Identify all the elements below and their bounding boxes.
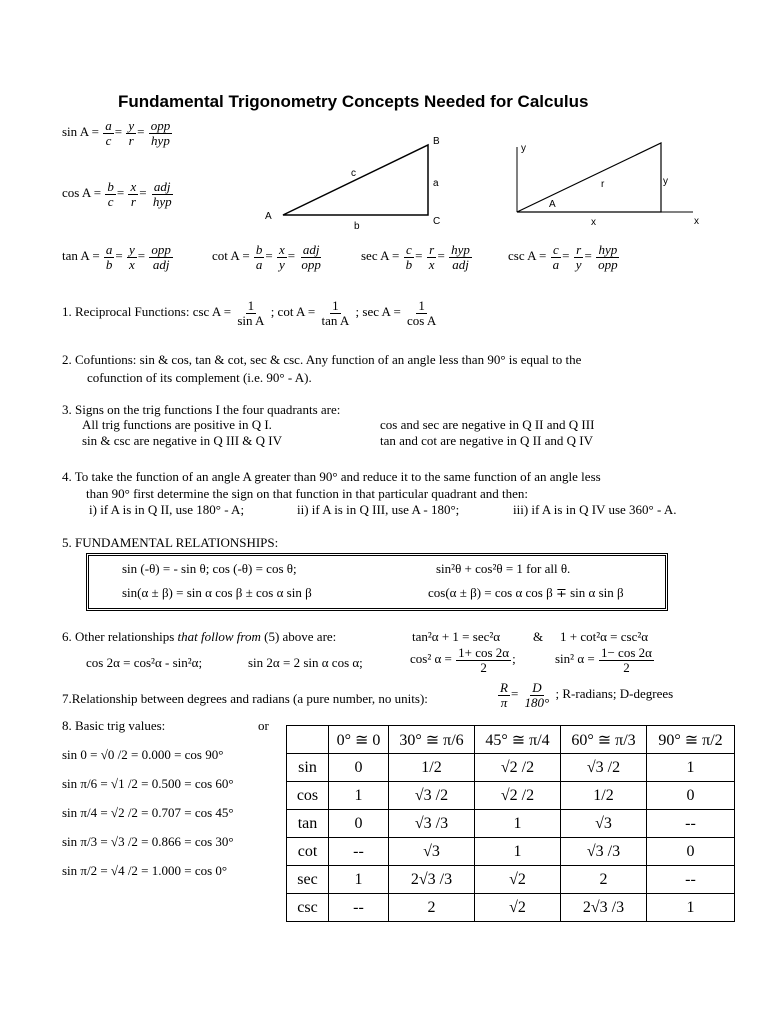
table-cell: 1/2 (561, 782, 647, 810)
identity-cos-double: cos 2α = cos²α - sin²α; (86, 655, 203, 670)
table-row-label: sin (287, 754, 329, 782)
item-reduce-q2: i) if A is in Q II, use 180° - A; (89, 502, 245, 517)
item-signs-heading: 3. Signs on the trig functions I the four quadrants are: (62, 402, 341, 417)
triangle-xy-diagram (505, 135, 705, 235)
table-cell: √3 /2 (389, 782, 475, 810)
table-cell: √3 /2 (561, 754, 647, 782)
item-cofunctions-line1: 2. Cofuntions: sin & cos, tan & cot, sec & csc. Any function of an angle less than 90° is equal to the (62, 352, 582, 367)
identity-sin-sum: sin(α ± β) = sin α cos β ± cos α sin β (122, 585, 312, 600)
table-row (287, 782, 735, 810)
vertex-a-label: A (265, 211, 272, 222)
item-basic-values-label: 8. Basic trig values: (62, 718, 166, 733)
item-reduce-q4: iii) if A is in Q IV use 360° - A. (513, 502, 677, 517)
sin-definition: sin A = $\frac{a}{c}$ = $\frac{y}{r}$ = $\frac{\text{opp}}{\text{hyp}}$ (62, 118, 171, 148)
item-degrees-radians: 7.Relationship between degrees and radians (a pure number, no units): (62, 691, 428, 706)
identity-cot-csc: 1 + cot²α = csc²α (560, 629, 649, 644)
table-header-cell: 60° ≅ π/3 (561, 726, 647, 754)
table-row-label: tan (287, 810, 329, 838)
table-cell: 0 (329, 754, 389, 782)
table-cell: 2 (561, 866, 647, 894)
cot-definition: cot A = $\frac{b}{a}$ = $\frac{x}{y}$ = $\frac{\text{adj}}{\text{opp}}$ (212, 242, 321, 272)
table-cell: 1 (329, 866, 389, 894)
table-cell: √3 (389, 838, 475, 866)
table-row (287, 866, 735, 894)
item-signs-tan-cot: tan and cot are negative in Q II and Q IV (380, 433, 593, 448)
table-row (287, 894, 735, 922)
table-cell: √2 (475, 866, 561, 894)
identity-sin-double: sin 2α = 2 sin α cos α; (248, 655, 363, 670)
identity-cos-squared: cos² α = $\frac{1+ \cos 2\alpha}{2}$ ; (410, 645, 516, 675)
or-label: or (258, 718, 269, 733)
table-cell: 1/2 (389, 754, 475, 782)
item-other-relationships: 6. Other relationships that follow from (5) above are: (62, 629, 337, 644)
table-cell: √3 /3 (389, 810, 475, 838)
table-cell: -- (647, 866, 735, 894)
sec-definition: sec A = $\frac{c}{b}$ = $\frac{r}{x}$ = $\frac{\text{hyp}}{\text{adj}}$ (361, 242, 470, 272)
table-cell: 2√3 /3 (561, 894, 647, 922)
table-cell: -- (329, 838, 389, 866)
identity-cos-sum: cos(α ± β) = cos α cos β ∓ sin α sin β (428, 585, 624, 600)
table-row (287, 754, 735, 782)
basic-value-line: sin π/4 = √2 /2 = 0.707 = cos 45° (62, 805, 234, 820)
csc-definition: csc A = $\frac{c}{a}$ = $\frac{r}{y}$ = $\frac{\text{hyp}}{\text{opp}}$ (508, 242, 618, 272)
table-cell: √3 /3 (561, 838, 647, 866)
item-cofunctions-line2: cofunction of its complement (i.e. 90° - A). (87, 370, 312, 385)
table-row (287, 810, 735, 838)
table-header-cell: 30° ≅ π/6 (389, 726, 475, 754)
table-header-row (287, 726, 735, 754)
identity-tan-sec: tan²α + 1 = sec²α (412, 629, 501, 644)
table-cell: √2 /2 (475, 754, 561, 782)
item-reduce-q3: ii) if A is in Q III, use A - 180°; (297, 502, 460, 517)
item-fundamental-heading: 5. FUNDAMENTAL RELATIONSHIPS: (62, 535, 279, 550)
item-reduce-line2: than 90° first determine the sign on that function in that particular quadrant and then: (86, 486, 529, 501)
side-c-label: c (351, 168, 356, 179)
table-header-cell: 45° ≅ π/4 (475, 726, 561, 754)
table-header-cell: 90° ≅ π/2 (647, 726, 735, 754)
table-cell: 1 (647, 754, 735, 782)
page-title: Fundamental Trigonometry Concepts Needed for Calculus (118, 92, 589, 111)
side-a-label: a (433, 178, 439, 189)
table-row-label: cot (287, 838, 329, 866)
side-b-label: b (354, 221, 360, 232)
table-cell: 0 (647, 838, 735, 866)
side-y-label: y (663, 176, 668, 187)
identity-pythagorean: sin²θ + cos²θ = 1 for all θ. (436, 561, 571, 576)
cos-definition: cos A = $\frac{b}{c}$ = $\frac{x}{r}$ = $\frac{\text{adj}}{\text{hyp}}$ (62, 179, 172, 209)
table-cell: 1 (475, 810, 561, 838)
trig-values-table (286, 725, 735, 922)
table-cell: √3 (561, 810, 647, 838)
vertex-b-label: B (433, 136, 440, 147)
table-cell: 0 (647, 782, 735, 810)
x-axis-label: x (694, 216, 699, 227)
table-row-label: sec (287, 866, 329, 894)
table-header-cell (287, 726, 329, 754)
basic-value-line: sin π/6 = √1 /2 = 0.500 = cos 60° (62, 776, 234, 791)
table-cell: 1 (475, 838, 561, 866)
item-reduce-line1: 4. To take the function of an angle A greater than 90° and reduce it to the same function of an angle less (62, 469, 601, 484)
table-row-label: csc (287, 894, 329, 922)
table-cell: √2 /2 (475, 782, 561, 810)
table-cell: 0 (329, 810, 389, 838)
table-header-cell: 0° ≅ 0 (329, 726, 389, 754)
radian-degree-formula: $\frac{R}{\pi}$ = $\frac{D}{180^\circ}$ ; R-radians; D-degrees (500, 680, 674, 710)
basic-value-line: sin π/3 = √3 /2 = 0.866 = cos 30° (62, 834, 234, 849)
identity-sin-squared: sin² α = $\frac{1- \cos 2\alpha}{2}$ (555, 645, 652, 675)
table-cell: 2√3 /3 (389, 866, 475, 894)
table-cell: 1 (329, 782, 389, 810)
table-cell: 2 (389, 894, 475, 922)
tan-definition: tan A = $\frac{a}{b}$ = $\frac{y}{x}$ = $\frac{\text{opp}}{\text{adj}}$ (62, 242, 171, 272)
table-cell: -- (647, 810, 735, 838)
basic-value-line: sin π/2 = √4 /2 = 1.000 = cos 0° (62, 863, 228, 878)
vertex-c-label: C (433, 216, 441, 227)
item-signs-q1: All trig functions are positive in Q I. (82, 417, 272, 432)
angle-a-label: A (549, 199, 556, 210)
table-cell: -- (329, 894, 389, 922)
identity-even-odd: sin (-θ) = - sin θ; cos (-θ) = cos θ; (122, 561, 297, 576)
radius-r-label: r (601, 179, 605, 190)
table-cell: 1 (647, 894, 735, 922)
table-row-label: cos (287, 782, 329, 810)
item-signs-sin-csc: sin & csc are negative in Q III & Q IV (82, 433, 282, 448)
basic-value-line: sin 0 = √0 /2 = 0.000 = cos 90° (62, 747, 224, 762)
item-reciprocal-functions: 1. Reciprocal Functions: csc A = $\frac{1}{\text{sin A}}$ ; cot A = $\frac{1}{\text{tan A}}$ ; sec A = $\frac{1}{\text{cos A}}$ (62, 298, 437, 328)
item-signs-cos-sec: cos and sec are negative in Q II and Q III (380, 417, 595, 432)
side-x-label: x (591, 217, 596, 228)
table-row (287, 838, 735, 866)
y-axis-label: y (521, 143, 526, 154)
table-cell: √2 (475, 894, 561, 922)
ampersand: & (533, 629, 544, 644)
triangle-abc-diagram (258, 130, 458, 235)
